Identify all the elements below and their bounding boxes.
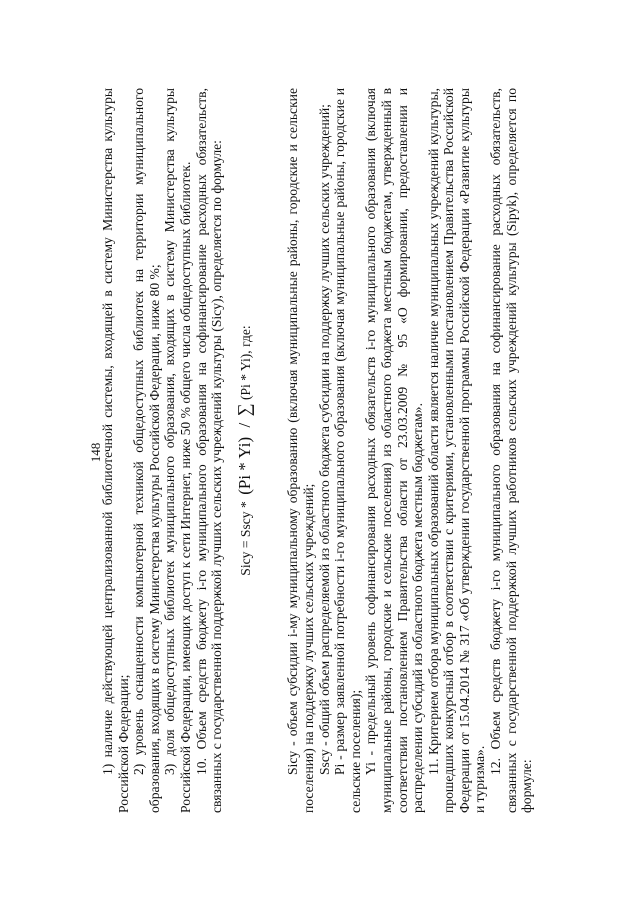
paragraph: 1) наличие действующей централизованной библиотечной системы, входящей в систему Министерства культуры Российской Федерации;: [100, 88, 131, 813]
definition: Pi - размер заявленной потребности i-го муниципального образования (включая муниципальные районы, городские и сельские поселения);: [332, 88, 363, 813]
definition: Sscy - общий объем распределяемой из областного бюджета субсидии на поддержку лучших сельских учреждений;: [316, 104, 332, 775]
formula-sum-sign: ∑: [233, 403, 254, 417]
formula: [233, 88, 254, 813]
paragraph: 3) доля общедоступных библиотек муниципального образования, входящих в систему Министерства культуры Российской Федерации, имеющих доступ к сети Интернет, ниже 50 % общего числа общедоступных библиотек.: [162, 88, 193, 813]
page-number: 148: [88, 442, 103, 463]
formula-denominator: (Pi * Yi): [237, 353, 253, 401]
definition: Sicy - объем субсидии i-му муниципальному образованию (включая муниципальные районы, городские и сельские поселения) на поддержку лучших сельских учреждений;: [285, 88, 316, 813]
definition: 12. Объем средств бюджету i-го муниципального образования на софинансирование расходных обязательств, связанных с государственной поддержкой лучших работников сельских учреждений культуры (Sipyk), определяется по формуле:: [488, 88, 535, 813]
formula-lhs: Sicy = Sscy *: [237, 501, 253, 576]
formula-suffix: , где:: [237, 325, 253, 354]
definition: 11. Критерием отбора муниципальных образований области является наличие муниципальных учреждений культуры, прошедших конкурсный отбор в соответствии с критериями, установленными постановлением Правительства Российской Федерации от 15.04.2014 № 317 «Об утверждении государственной программы Российской Федерации «Развитие культуры и туризма».: [425, 88, 488, 813]
formula-slash: /: [234, 422, 254, 428]
document-body: [100, 88, 535, 813]
paragraph: 10. Объем средств бюджету i-го муниципального образования на софинансирование расходных обязательств, связанных с государственной поддержкой лучших сельских учреждений культуры (Sicy), определяется по формуле:: [193, 88, 225, 813]
definition: Yi - предельный уровень софинансирования расходных обязательств i-го муниципального образования (включая муниципальные районы, городские и сельские поселения) из областного бюджета местным бюджетам, утвержденный в соответствии постановлением Правительства области от 23.03.2009 № 95 «О формировании, предоставлении и распределении субсидий из областного бюджета местным бюджетам».: [363, 88, 426, 813]
spacer: [265, 88, 285, 813]
paragraph: 2) уровень оснащенности компьютерной техникой общедоступных библиотек на территории муниципального образования, входящих в систему Министерства культуры Российской Федерации, ниже 80 %;: [131, 88, 162, 813]
formula-numerator: (Pi * Yi): [234, 436, 254, 495]
